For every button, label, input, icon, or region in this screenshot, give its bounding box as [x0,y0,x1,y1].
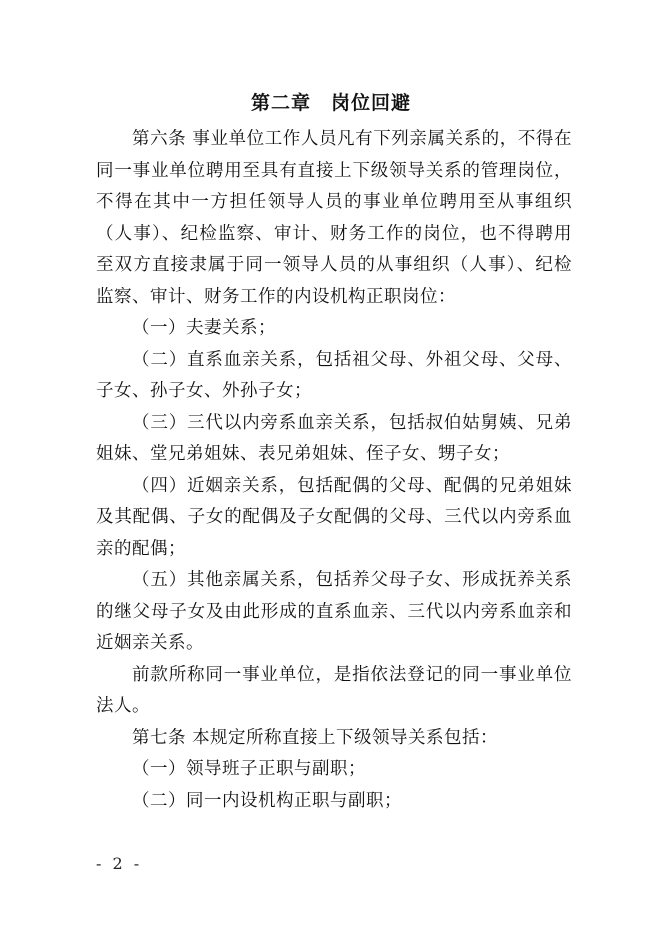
chapter-title: 第二章 岗位回避 [250,92,411,114]
list-item-other-relations: （五）其他亲属关系，包括养父母子女、形成抚养关系的继父母子女及由此形成的直系血亲、三代以内旁系血亲和近姻亲关系。 [96,570,572,653]
definition-paragraph: 前款所称同一事业单位，是指依法登记的同一事业单位法人。 [96,664,572,716]
list-item-collateral-blood: （三）三代以内旁系血亲关系，包括叔伯姑舅姨、兄弟姐妹、堂兄弟姐妹、表兄弟姐妹、侄子女、甥子女； [96,412,572,464]
list-item-close-in-law: （四）近姻亲关系，包括配偶的父母、配偶的兄弟姐妹及其配偶、子女的配偶及子女配偶的父母、三代以内旁系血亲的配偶； [96,475,572,559]
page-number: - 2 - [96,854,143,873]
article-6-paragraph: 第六条 事业单位工作人员凡有下列亲属关系的，不得在同一事业单位聘用至具有直接上下级领导关系的管理岗位，不得在其中一方担任领导人员的事业单位聘用至从事组织（人事）、纪检监察、审计、财务工作的岗位，也不得聘用至双方直接隶属于同一领导人员的从事组织（人事）、纪检监察、审计、财务工作的内设机构正职岗位： [96,129,572,307]
article-7-paragraph: 第七条 本规定所称直接上下级领导关系包括： [132,727,499,748]
body-text [96,124,572,817]
list-item-internal-unit: （二）同一内设机构正职与副职； [132,790,402,811]
list-item-spouse: （一）夫妻关系； [132,318,276,338]
list-item-lineal-blood: （二）直系血亲关系，包括祖父母、外祖父母、父母、子女、孙子女、外孙子女； [96,349,572,401]
list-item-leadership: （一）领导班子正职与副职； [132,759,366,779]
